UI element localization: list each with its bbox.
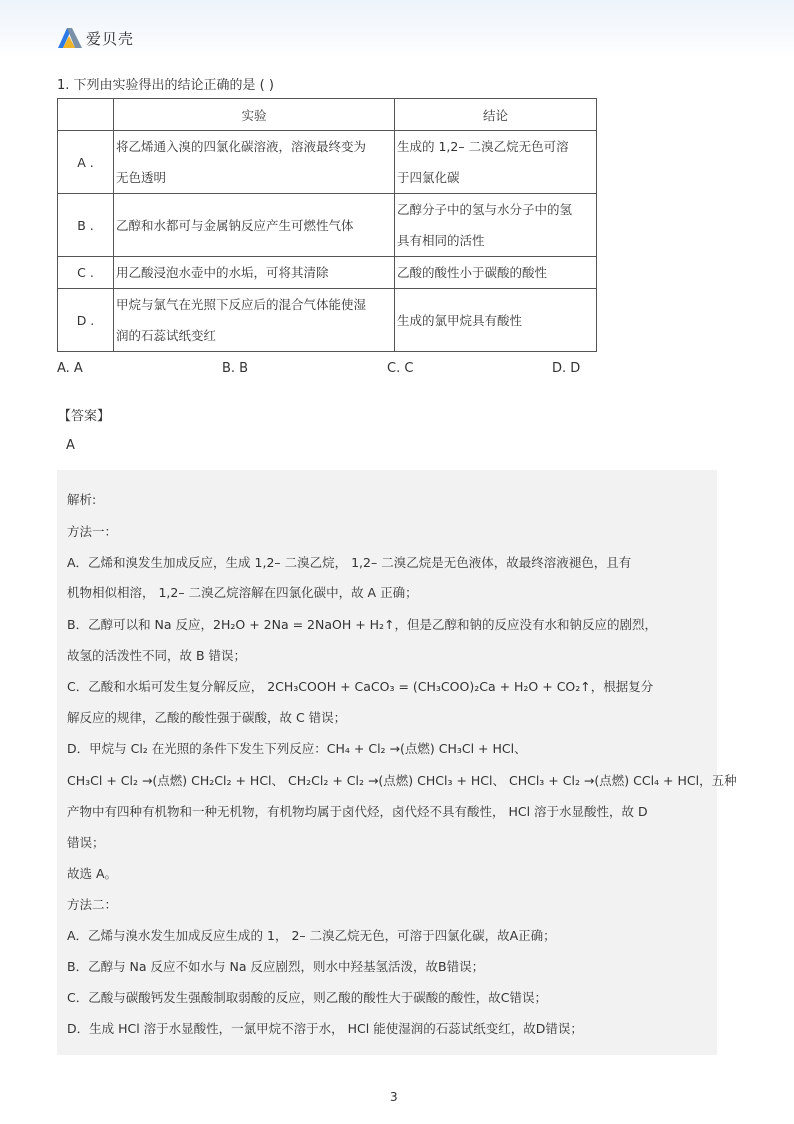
row-label: B . [58,194,114,257]
page-number: 3 [390,1090,398,1104]
experiment-line: 无色透明 [116,170,167,185]
analysis-line: 错误； [67,835,105,850]
brand-logo [58,26,134,50]
option-b[interactable]: B. B [222,361,249,376]
answer-value: A [66,438,75,453]
analysis-line: B．乙醇可以和 Na 反应，2H₂O + 2Na = 2NaOH + H₂↑，但是乙醇和钠的反应没有水和钠反应的剧烈， [67,617,658,632]
conclusion-line: 具有相同的活性 [397,233,485,248]
answer-options [57,361,617,381]
analysis-line: 方法二： [67,897,118,912]
table-row [58,194,597,257]
analysis-panel [57,470,737,1055]
experiment-line: 将乙烯通入溴的四氯化碳溶液，溶液最终变为 [116,139,367,154]
row-experiment [114,289,395,352]
analysis-line: C．乙酸和水垢可发生复分解反应， 2CH₃COOH + CaCO₃ = (CH₃COO)₂Ca + H₂O + CO₂↑，根据复分 [67,679,654,694]
table-header-conclusion: 结论 [395,99,597,131]
row-experiment [114,194,395,257]
logo-icon [58,28,82,48]
question-table [57,98,597,352]
table-header-row [58,99,597,131]
option-a[interactable]: A. A [57,361,83,376]
option-c[interactable]: C. C [387,361,414,376]
analysis-line: B．乙醇与 Na 反应不如水与 Na 反应剧烈，则水中羟基氢活泼，故B错误； [67,959,485,974]
question-stem: 1. 下列由实验得出的结论正确的是 ( ) [57,78,274,93]
analysis-line: 解反应的规律，乙酸的酸性强于碳酸，故 C 错误； [67,710,347,725]
analysis-line: D．生成 HCl 溶于水显酸性，一氯甲烷不溶于水， HCl 能使湿润的石蕊试纸变红，故D错误； [67,1021,583,1036]
table-corner [58,99,114,131]
conclusion-line: 生成的 1,2– 二溴乙烷无色可溶 [397,139,569,154]
row-label: C . [58,257,114,289]
row-experiment [114,131,395,194]
table-row [58,131,597,194]
experiment-line: 用乙酸浸泡水壶中的水垢，可将其清除 [116,265,329,280]
row-conclusion [395,289,597,352]
answer-heading: 【答案】 [58,409,111,424]
brand-name: 爱贝壳 [86,29,135,48]
row-conclusion [395,131,597,194]
experiment-line: 润的石蕊试纸变红 [116,328,217,343]
analysis-line: 故氢的活泼性不同，故 B 错误； [67,648,247,663]
table-header-experiment: 实验 [114,99,395,131]
conclusion-line: 生成的氯甲烷具有酸性 [397,312,523,328]
analysis-line: 解析: [67,492,97,507]
analysis-line: C．乙酸与碳酸钙发生强酸制取弱酸的反应，则乙酸的酸性大于碳酸的酸性，故C错误； [67,990,547,1005]
analysis-line: 机物相似相溶， 1,2– 二溴乙烷溶解在四氯化碳中，故 A 正确； [67,585,418,600]
analysis-line: 方法一： [67,524,118,539]
experiment-line: 乙醇和水都可与金属钠反应产生可燃性气体 [116,217,354,233]
experiment-line: 甲烷与氯气在光照下反应后的混合气体能使湿 [116,297,367,312]
analysis-line: A．乙烯和溴发生加成反应，生成 1,2– 二溴乙烷， 1,2– 二溴乙烷是无色液体，故最终溶液褪色，且有 [67,555,632,570]
analysis-line: 产物中有四种有机物和一种无机物，有机物均属于卤代烃，卤代烃不具有酸性， HCl 溶于水显酸性，故 D [67,804,648,819]
table-row [58,289,597,352]
conclusion-line: 乙酸的酸性小于碳酸的酸性 [397,265,548,280]
conclusion-line: 乙醇分子中的氢与水分子中的氢 [397,202,573,217]
analysis-line: A．乙烯与溴水发生加成反应生成的 1， 2– 二溴乙烷无色，可溶于四氯化碳，故A正确； [67,928,556,943]
table-row [58,257,597,289]
analysis-line: 故选 A。 [67,866,118,881]
row-label: A . [58,131,114,194]
analysis-line: CH₃Cl + Cl₂ →(点燃) CH₂Cl₂ + HCl、 CH₂Cl₂ + Cl₂ →(点燃) CHCl₃ + HCl、 CHCl₃ + Cl₂ →(点燃) CCl₄ + HCl，五种 [67,773,737,788]
row-conclusion [395,194,597,257]
row-label: D . [58,289,114,352]
row-experiment [114,257,395,289]
row-conclusion [395,257,597,289]
option-d[interactable]: D. D [552,361,581,376]
analysis-line: D．甲烷与 Cl₂ 在光照的条件下发生下列反应：CH₄ + Cl₂ →(点燃) CH₃Cl + HCl、 [67,741,527,756]
conclusion-line: 于四氯化碳 [397,170,460,185]
